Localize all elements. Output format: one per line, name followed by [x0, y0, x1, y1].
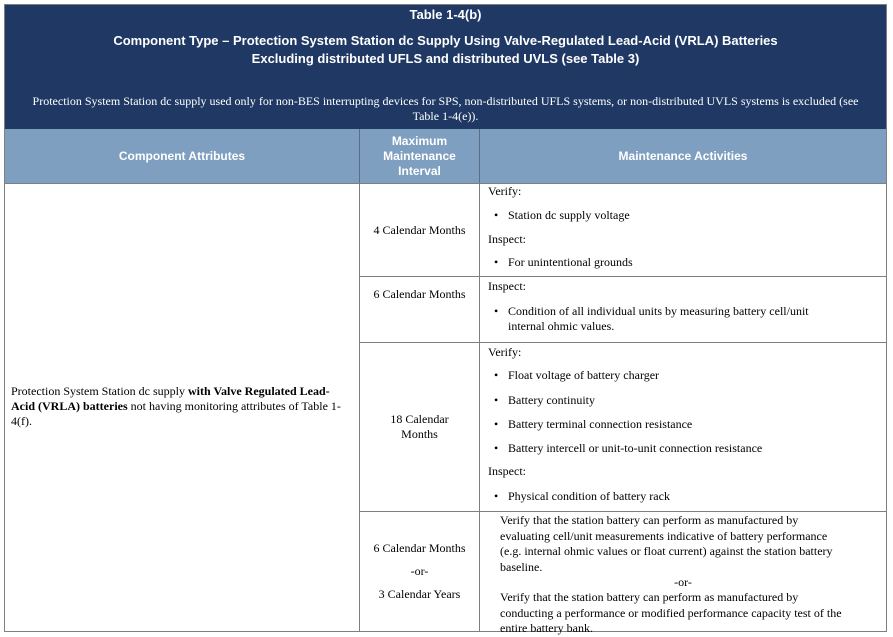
bullet-text-continued: internal ohmic values. [508, 319, 615, 333]
paragraph-line: evaluating cell/unit measurements indicative of battery performance [500, 528, 828, 543]
bullet-icon: • [494, 489, 499, 503]
component-attributes-text [11, 384, 351, 429]
activities-cell-2 [480, 276, 886, 342]
bullet-text: For unintentional grounds [508, 255, 633, 269]
bullet-icon: • [494, 368, 499, 382]
bullet-item [494, 255, 880, 270]
paragraph-line: baseline. [500, 559, 543, 574]
bullet-icon: • [494, 208, 499, 222]
maintenance-table [4, 4, 887, 635]
bullet-icon: • [494, 393, 499, 407]
interval-text-4b: 3 Calendar Years [378, 587, 461, 601]
verify-paragraph-1 [500, 513, 878, 575]
interval-text-2: 6 Calendar Months [373, 287, 466, 301]
paragraph-line: entire battery bank. [500, 621, 593, 635]
verify-paragraph-2 [500, 590, 878, 637]
header-interval-line-2: Maintenance [383, 148, 456, 163]
attribute-text-post: not having monitoring attributes of Table 1-4(f). [11, 399, 341, 428]
interval-text-4a: 6 Calendar Months [373, 541, 466, 555]
bullet-icon: • [494, 417, 499, 431]
bullet-item [494, 208, 880, 223]
bullet-text: Battery terminal connection resistance [508, 417, 693, 431]
bullet-item [494, 417, 880, 432]
interval-text-3a: 18 Calendar [390, 412, 449, 426]
activities-or: -or- [674, 575, 692, 589]
paragraph-line: Verify that the station battery can perform as manufactured by [500, 590, 799, 604]
paragraph-line: Verify that the station battery can perform as manufactured by [500, 513, 799, 527]
interval-cell-4 [360, 511, 480, 631]
table-title-band [5, 5, 886, 91]
bullet-text: Battery continuity [508, 393, 595, 407]
bullet-text: Physical condition of battery rack [508, 489, 670, 503]
header-interval-line-1: Maximum [391, 133, 448, 148]
header-component-attributes: Component Attributes [5, 129, 360, 183]
bullet-item [494, 393, 880, 408]
inspect-label: Inspect: [488, 232, 526, 246]
exclusion-note-band [5, 91, 886, 129]
interval-cell-2 [360, 276, 480, 342]
bullet-text: Battery intercell or unit-to-unit connection resistance [508, 441, 763, 455]
inspect-label: Inspect: [488, 279, 526, 293]
paragraph-line: (e.g. internal ohmic values or float current) against the station battery [500, 544, 833, 558]
bullet-item [494, 489, 880, 504]
bullet-icon: • [494, 441, 499, 455]
activities-cell-3 [480, 342, 886, 511]
activities-cell-1 [480, 183, 886, 276]
header-interval-line-3: Interval [398, 163, 441, 178]
header-maximum-maintenance-interval [360, 129, 480, 183]
verify-label: Verify: [488, 345, 522, 359]
bullet-text: Float voltage of battery charger [508, 368, 660, 382]
header-maintenance-activities: Maintenance Activities [480, 129, 886, 183]
interval-or: -or- [410, 564, 429, 578]
attribute-text-pre: Protection System Station dc supply [11, 384, 188, 398]
exclusion-note: Protection System Station dc supply used only for non-BES interrupting devices for SPS, non-distributed UFLS systems, or non-distributed UVLS systems is excluded (see Table 1-4(e)). [32, 94, 859, 123]
attribute-text-bold: with Valve Regulated Lead-Acid (VRLA) batteries [11, 384, 330, 413]
component-attributes-cell [5, 183, 360, 631]
verify-label: Verify: [488, 184, 522, 198]
interval-text-1: 4 Calendar Months [373, 222, 466, 237]
table-title-line-1: Component Type – Protection System Station dc Supply Using Valve-Regulated Lead-Acid (VRLA) Batteries [113, 33, 778, 48]
bullet-item [494, 304, 880, 319]
bullet-item [494, 441, 880, 456]
interval-text-3b: Months [401, 427, 438, 441]
bullet-text: Station dc supply voltage [508, 208, 630, 222]
inspect-label: Inspect: [488, 464, 526, 478]
activities-cell-4 [480, 511, 886, 635]
paragraph-line: conducting a performance or modified performance capacity test of the [500, 605, 842, 620]
bullet-icon: • [494, 304, 499, 318]
bullet-text: Condition of all individual units by measuring battery cell/unit [508, 304, 809, 318]
table-title-line-2: Excluding distributed UFLS and distributed UVLS (see Table 3) [251, 51, 640, 66]
bullet-item [494, 368, 880, 383]
interval-cell-1 [360, 183, 480, 276]
interval-cell-3 [360, 342, 480, 511]
table-number: Table 1-4(b) [409, 7, 482, 22]
bullet-icon: • [494, 255, 499, 269]
